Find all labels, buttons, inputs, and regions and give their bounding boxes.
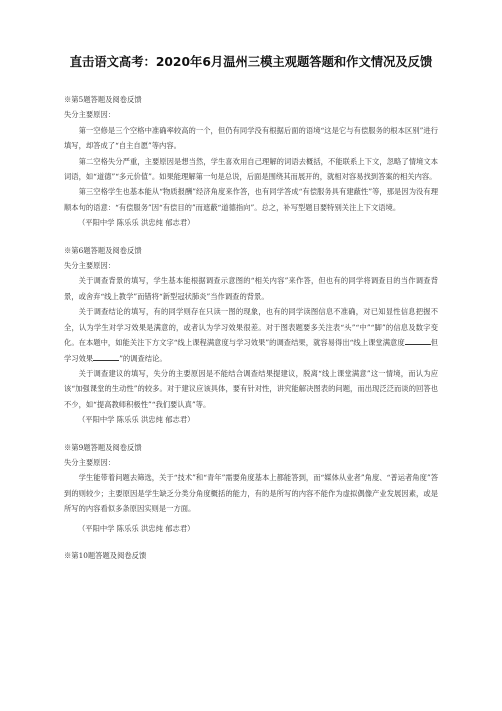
section-6-paragraph-3: 关于调查建议的填写，失分的主要原因是不能结合调查结果提建议，脱离“线上课堂满意”这一情境，而认为应该“加强课堂的生动性”的较多。对于建议应该具体，要有针对性，讲究能解决图表的问题，而出现泛泛而谈的回答也不少，如“提高教师积极性”“我们要认真”等。 [64,368,438,409]
document-title: 直击语文高考：2020年6月温州三模主观题答题和作文情况及反馈 [69,55,433,69]
fill-blank-line [93,352,119,361]
section-5-signature: （平阳中学 陈乐乐 洪忠纯 郁志君） [78,218,195,228]
section-6-paragraph-2-mid: 但学习效果 [64,338,438,363]
section-9-heading: ※第9题答题及阅卷反馈 [64,442,142,452]
section-5-label: 失分主要原因： [64,110,116,120]
section-6-paragraph-2-text: 关于调查结论的填写，有的同学则存在只读一图的现象，也有的同学读图信息不准确，对已知显性信息把握不全，认为学生对学习效果是满意的，或者认为学习效果很差。对于图表题要多关注表“头”“中”“脚”的信息及数字变化。在本题中，如能关注下方文字“线上课程满意度与学习效果”的调查结果，就容易得出“线上课堂满意度 [64,307,438,348]
section-5-heading: ※第5题答题及阅卷反馈 [64,95,142,104]
section-5-paragraph-2: 第二空格失分严重，主要原因是想当然，学生喜欢用自己理解的词语去概括，不能联系上下文，忽略了情境文本词语，如“道德”“多元价值”。如果能理解第一句是总说，后面是围绕其而展开的，就相对容易找到答案的相关内容。 [64,156,438,182]
fill-blank-line [405,336,431,345]
section-9-signature: （平阳中学 陈乐乐 洪忠纯 郁志君） [78,523,195,533]
document-body [64,92,438,563]
section-5-paragraph-1: 第一空修是三个空格中准确率较高的一个，但仍有同学没有根据后面的语境“这是它与有偿服务的根本区别”进行填写，却答成了“自主自愿”等内容。 [64,125,438,151]
section-9-label: 失分主要原因： [64,457,116,467]
section-10-heading: ※第10题答题及阅卷反馈 [64,550,147,560]
section-5-paragraph-3: 第三空格学生也基本能从“物质报酬”经济角度来作答，也有同学答成“有偿服务具有建蔽性”等，那是因为没有理顺本句的语意：“有偿服务”因“有偿目的”而遮蔽“道德指向”。总之，补写型题目要特别关注上下文语境。 [64,187,438,212]
section-9-paragraph-1: 学生能带着问题去筛选，关于“技术”和“青年”需要角度基本上都能答到，而“媒体从业者”角度、“普运者角度”答到的则较少；主要原因是学生缺乏分类分角度概括的能力，有的是所写的内容不能作为虚拟偶像产业发展因素，或是所写的内容看似多条原因实则是一方面。 [64,473,438,514]
section-6-heading: ※第6题答题及阅卷反馈 [64,245,142,255]
section-6-paragraph-2-end: ”的调查结论。 [119,353,167,363]
section-6-signature: （平阳中学 陈乐乐 洪忠纯 郁志君） [78,415,195,425]
section-6-paragraph-2 [64,304,438,366]
section-6-label: 失分主要原因： [64,261,116,271]
section-6-paragraph-1: 关于调查背景的填写，学生基本能根据调查示意图的“相关内容”来作答，但也有的同学将调查目的当作调查背景，或舍弃“线上教学”而错将“新型冠状肺炎”当作调查的背景。 [64,276,438,301]
